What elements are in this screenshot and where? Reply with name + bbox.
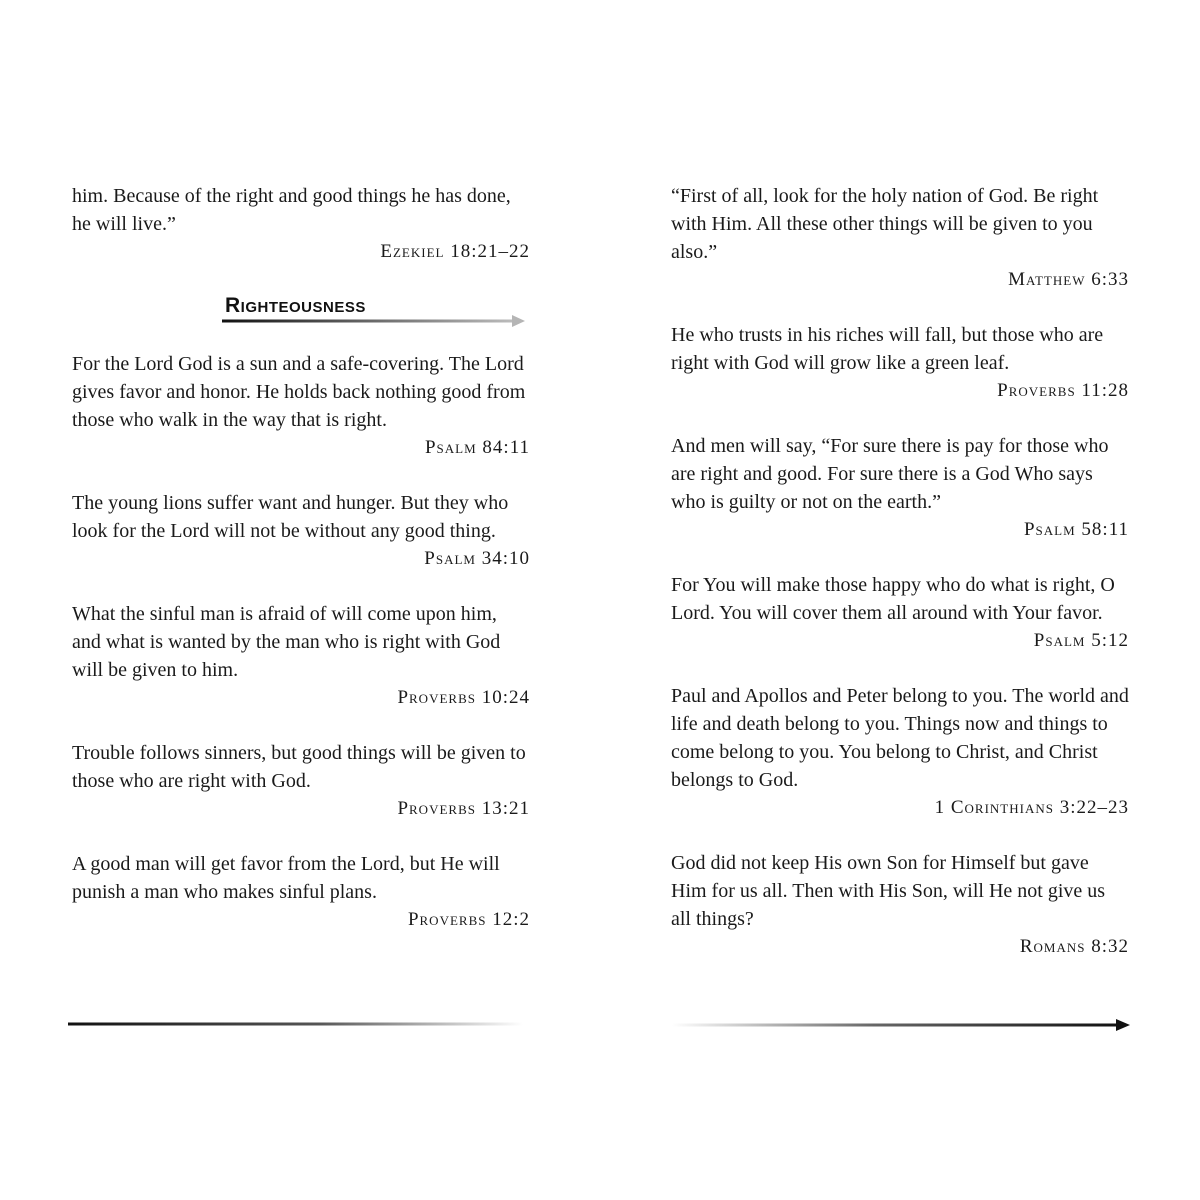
verse-text: “First of all, look for the holy nation of God. Be right with Him. All these other things will be given to you also.” (671, 185, 1099, 263)
verse-text: The young lions suffer want and hunger. But they who look for the Lord will not be without any good thing. (72, 492, 509, 542)
verse-entry (72, 489, 530, 573)
verse-entry (72, 600, 530, 712)
verse-entry (671, 849, 1129, 961)
verse-text: A good man will get favor from the Lord, but He will punish a man who makes sinful plans. (72, 853, 500, 903)
verse-entry (72, 182, 530, 266)
verse-reference: Ezekiel 18:21–22 (380, 241, 530, 262)
verse-entry (671, 321, 1129, 405)
left-page (72, 182, 530, 961)
verse-reference: Proverbs 11:28 (997, 380, 1129, 401)
verse-entry (671, 182, 1129, 294)
verse-text: God did not keep His own Son for Himself but gave Him for us all. Then with His Son, will He not give us all things? (671, 852, 1106, 930)
verse-list (72, 350, 530, 934)
verse-entry (72, 739, 530, 823)
verse-reference: Psalm 34:10 (424, 548, 530, 569)
verse-reference: Psalm 84:11 (424, 437, 530, 458)
verse-reference: Psalm 5:12 (1033, 630, 1129, 651)
verse-entry (671, 682, 1129, 822)
arrow-right-icon (672, 1018, 1132, 1032)
verse-reference: Proverbs 12:2 (407, 909, 530, 930)
verse-reference: Matthew 6:33 (1008, 269, 1129, 290)
right-page (671, 182, 1129, 988)
verse-entry (72, 350, 530, 462)
verse-entry (671, 432, 1129, 544)
verse-text: And men will say, “For sure there is pay for those who are right and good. For sure there is a God Who says who is guilty or not on the earth.” (671, 435, 1109, 513)
verse-entry (671, 571, 1129, 655)
verse-reference: Romans 8:32 (1019, 936, 1129, 957)
footer-rule-left (68, 1018, 523, 1030)
verse-reference: Psalm 58:11 (1023, 519, 1129, 540)
verse-text: For You will make those happy who do what is right, O Lord. You will cover them all around with Your favor. (671, 574, 1115, 624)
section-heading: Righteousness (225, 294, 366, 317)
verse-reference: 1 Corinthians 3:22–23 (934, 797, 1129, 818)
verse-reference: Proverbs 13:21 (397, 798, 530, 819)
verse-text: He who trusts in his riches will fall, but those who are right with God will grow like a green leaf. (671, 324, 1104, 374)
verse-text: him. Because of the right and good things he has done, he will live.” (72, 185, 511, 235)
section-heading-block (72, 293, 530, 327)
verse-text: For the Lord God is a sun and a safe-covering. The Lord gives favor and honor. He holds back nothing good from those who walk in the way that is right. (72, 353, 526, 431)
verse-text: Trouble follows sinners, but good things will be given to those who are right with God. (72, 742, 526, 792)
verse-text: Paul and Apollos and Peter belong to you. The world and life and death belong to you. Things now and things to come belong to you. You belong to Christ, and Christ belongs to God. (671, 685, 1129, 791)
verse-reference: Proverbs 10:24 (397, 687, 530, 708)
verse-text: What the sinful man is afraid of will come upon him, and what is wanted by the man who is right with God will be given to him. (72, 603, 501, 681)
verse-entry (72, 850, 530, 934)
